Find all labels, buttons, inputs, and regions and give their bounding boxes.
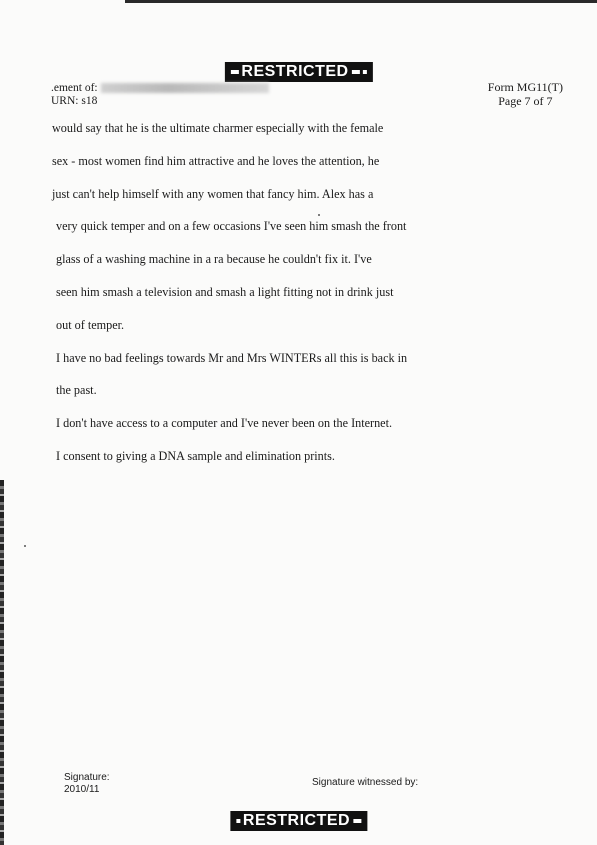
- classification-label-bottom: RESTRICTED: [242, 812, 351, 829]
- signature-block: [64, 772, 110, 796]
- witness-block: [312, 777, 418, 789]
- form-id: Form MG11(T): [487, 80, 563, 94]
- statement-of-label: .ement of:: [51, 82, 98, 94]
- form-header: [488, 80, 563, 108]
- statement-line: seen him smash a television and smash a light fitting not in drink just: [56, 284, 394, 299]
- statement-line: would say that he is the ultimate charmer especially with the female: [52, 121, 384, 135]
- statement-header: [51, 82, 269, 108]
- scan-speck: [318, 214, 320, 216]
- page-number: Page 7 of 7: [498, 94, 553, 108]
- banner-bar-icon: [353, 819, 361, 823]
- statement-line: just can't help himself with any women that fancy him. Alex has a: [52, 186, 374, 201]
- statement-line: sex - most women find him attractive and he loves the attention, he: [52, 153, 380, 168]
- banner-bar-icon: [352, 70, 360, 74]
- classification-label-top: RESTRICTED: [241, 63, 349, 80]
- statement-line: I consent to giving a DNA sample and elimination prints.: [56, 448, 335, 463]
- scan-speck: [24, 545, 26, 547]
- classification-banner-bottom: [230, 811, 367, 831]
- statement-body: [52, 118, 452, 479]
- scan-edge-top: [125, 0, 597, 3]
- classification-banner-top: [224, 62, 372, 82]
- scan-edge-left: [0, 480, 4, 845]
- statement-line: glass of a washing machine in a ra because he couldn't fix it. I've: [56, 252, 372, 267]
- signature-label: Signature:: [64, 772, 110, 783]
- statement-line: very quick temper and on a few occasions I've seen him smash the front: [56, 219, 407, 234]
- banner-bar-icon: [230, 70, 238, 74]
- banner-dot-icon: [363, 70, 367, 74]
- statement-line: out of temper.: [56, 317, 125, 332]
- urn-label: URN: s18: [51, 95, 98, 107]
- redacted-name: [101, 83, 269, 93]
- witness-label: Signature witnessed by:: [312, 777, 419, 788]
- statement-line: I don't have access to a computer and I've never been on the Internet.: [56, 416, 393, 431]
- statement-line: the past.: [56, 383, 97, 398]
- statement-line: I have no bad feelings towards Mr and Mrs WINTERs all this is back in: [56, 350, 408, 365]
- banner-dot-icon: [236, 819, 240, 823]
- form-version: 2010/11: [64, 784, 100, 795]
